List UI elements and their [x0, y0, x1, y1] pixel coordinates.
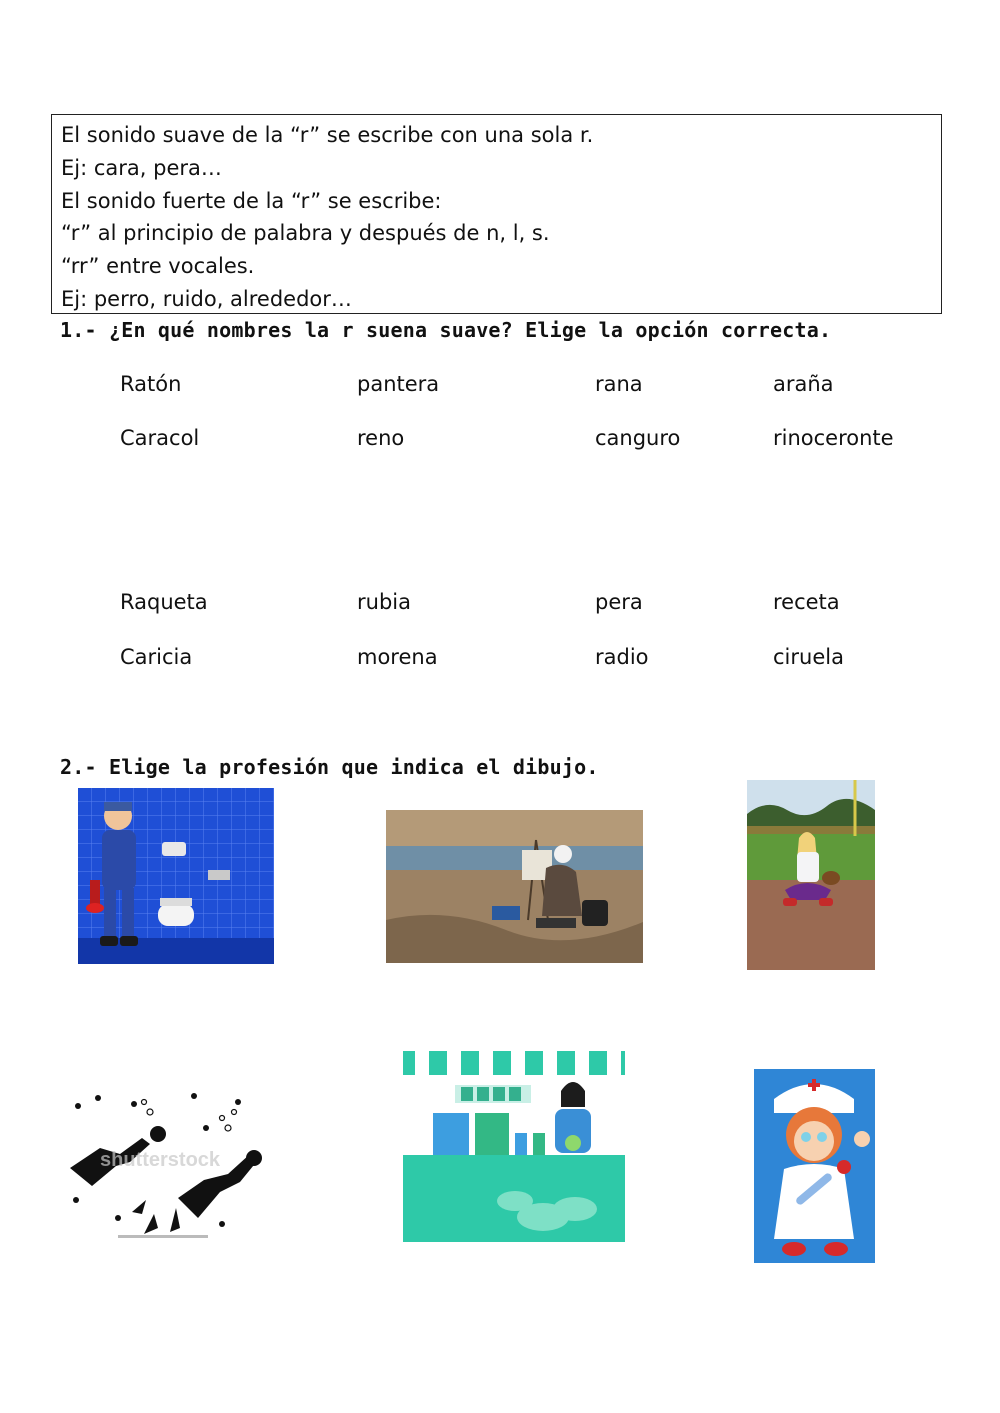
word-option[interactable]: pera — [595, 590, 643, 614]
word-option[interactable]: Ratón — [120, 372, 182, 396]
watermark-text: shutterstock — [100, 1149, 221, 1171]
rule-line: Ej: cara, pera… — [61, 155, 222, 180]
word-option[interactable]: Caricia — [120, 645, 193, 669]
plumber-picture — [78, 788, 274, 964]
word-option[interactable]: Raqueta — [120, 590, 208, 614]
rule-line: “rr” entre vocales. — [61, 254, 255, 279]
exercise-1-title: 1.- ¿En qué nombres la r suena suave? Elige la opción correcta. — [60, 318, 832, 342]
painter-picture — [386, 810, 643, 963]
word-option[interactable]: rana — [595, 372, 643, 396]
word-option[interactable]: reno — [357, 426, 405, 450]
rule-line: Ej: perro, ruido, alrededor… — [61, 286, 352, 311]
word-option[interactable]: rinoceronte — [773, 426, 894, 450]
word-option[interactable]: ciruela — [773, 645, 844, 669]
juice-vendor-picture — [403, 1051, 625, 1242]
divers-picture — [58, 1088, 262, 1242]
word-option[interactable]: canguro — [595, 426, 681, 450]
word-option[interactable]: Caracol — [120, 426, 200, 450]
rule-line: El sonido suave de la “r” se escribe con una sola r. — [61, 123, 594, 147]
nurse-picture — [754, 1069, 875, 1263]
rules-box — [51, 114, 942, 314]
word-option[interactable]: radio — [595, 645, 649, 669]
rule-line: “r” al principio de palabra y después de n, l, s. — [61, 221, 550, 246]
word-option[interactable]: rubia — [357, 590, 411, 614]
softball-player-picture — [747, 780, 875, 970]
word-option[interactable]: araña — [773, 372, 834, 396]
exercise-2-title: 2.- Elige la profesión que indica el dibujo. — [60, 755, 599, 779]
rule-line: El sonido fuerte de la “r” se escribe: — [61, 188, 442, 213]
word-option[interactable]: receta — [773, 590, 840, 614]
word-option[interactable]: pantera — [357, 372, 440, 396]
word-option[interactable]: morena — [357, 645, 438, 669]
